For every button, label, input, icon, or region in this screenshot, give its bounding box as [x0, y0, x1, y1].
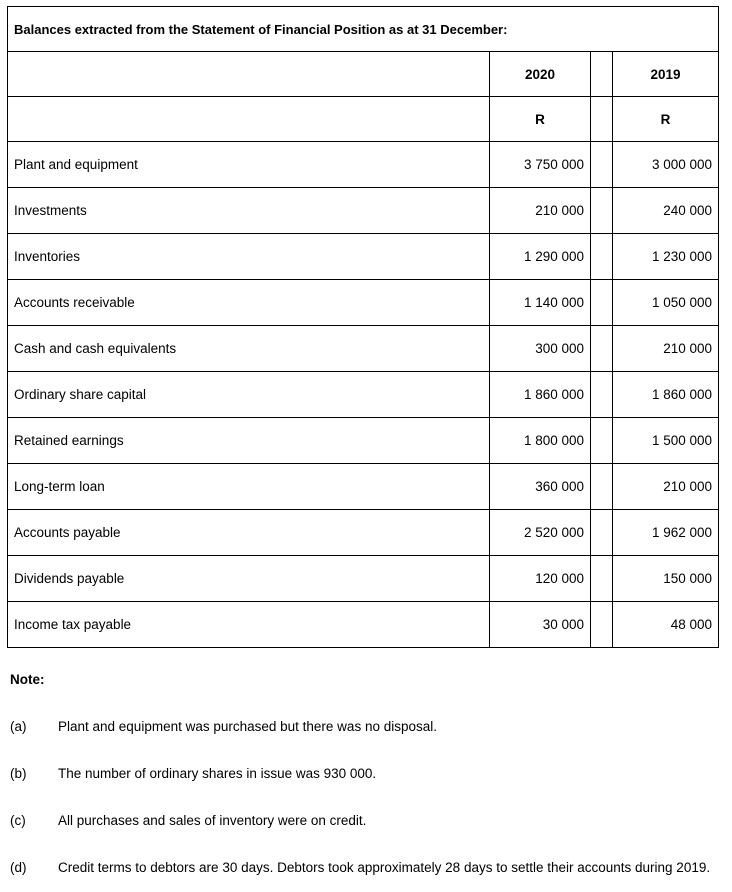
value-2019: 240 000: [613, 188, 719, 234]
value-2019: 3 000 000: [613, 142, 719, 188]
note-item: [10, 719, 437, 734]
row-label: Dividends payable: [8, 556, 490, 602]
column-gap: [591, 234, 613, 280]
note-item: [10, 766, 376, 781]
table-row: [8, 372, 719, 418]
note-label: (a): [10, 719, 27, 734]
column-gap: [591, 418, 613, 464]
row-label: Plant and equipment: [8, 142, 490, 188]
value-2019: 1 962 000: [613, 510, 719, 556]
table-row: [8, 142, 719, 188]
table-row: [8, 464, 719, 510]
value-2020: 30 000: [490, 602, 591, 648]
value-2020: 360 000: [490, 464, 591, 510]
row-label: Cash and cash equivalents: [8, 326, 490, 372]
value-2019: 210 000: [613, 464, 719, 510]
value-2019: 1 500 000: [613, 418, 719, 464]
note-text: Credit terms to debtors are 30 days. Debtors took approximately 28 days to settle their accounts during 2019.: [58, 860, 711, 875]
value-2019: 1 050 000: [613, 280, 719, 326]
value-2019: 1 230 000: [613, 234, 719, 280]
currency-label-cell: [8, 97, 490, 142]
note-item: [10, 813, 366, 828]
value-2020: 210 000: [490, 188, 591, 234]
value-2019: 210 000: [613, 326, 719, 372]
note-text: The number of ordinary shares in issue was 930 000.: [58, 766, 377, 781]
row-label: Income tax payable: [8, 602, 490, 648]
value-2020: 1 140 000: [490, 280, 591, 326]
table-row: [8, 280, 719, 326]
row-label: Ordinary share capital: [8, 372, 490, 418]
row-label: Retained earnings: [8, 418, 490, 464]
column-gap: [591, 602, 613, 648]
column-gap: [591, 326, 613, 372]
note-label: (d): [10, 860, 27, 875]
value-2019: 1 860 000: [613, 372, 719, 418]
currency-2019: R: [613, 97, 719, 142]
row-label: Inventories: [8, 234, 490, 280]
header-2020: 2020: [490, 52, 591, 97]
column-gap: [591, 372, 613, 418]
table-row: [8, 556, 719, 602]
row-label: Accounts payable: [8, 510, 490, 556]
table-row: [8, 188, 719, 234]
note-item: [10, 860, 710, 875]
value-2020: 300 000: [490, 326, 591, 372]
column-gap: [591, 188, 613, 234]
note-label: (b): [10, 766, 27, 781]
row-label: Investments: [8, 188, 490, 234]
column-gap: [591, 52, 613, 97]
currency-2020: R: [490, 97, 591, 142]
value-2019: 150 000: [613, 556, 719, 602]
row-label: Accounts receivable: [8, 280, 490, 326]
balances-table: [7, 6, 719, 648]
value-2020: 2 520 000: [490, 510, 591, 556]
table-row: [8, 234, 719, 280]
value-2019: 48 000: [613, 602, 719, 648]
table-title: Balances extracted from the Statement of Financial Position as at 31 December:: [8, 7, 719, 52]
table-row: [8, 510, 719, 556]
header-2019: 2019: [613, 52, 719, 97]
note-text: Plant and equipment was purchased but there was no disposal.: [58, 719, 437, 734]
column-gap: [591, 464, 613, 510]
table-row: [8, 326, 719, 372]
value-2020: 1 860 000: [490, 372, 591, 418]
value-2020: 120 000: [490, 556, 591, 602]
column-gap: [591, 280, 613, 326]
table-row: [8, 418, 719, 464]
notes-heading: Note:: [10, 672, 45, 687]
column-gap: [591, 142, 613, 188]
column-gap: [591, 556, 613, 602]
column-gap: [591, 510, 613, 556]
row-label: Long-term loan: [8, 464, 490, 510]
column-gap: [591, 97, 613, 142]
note-text: All purchases and sales of inventory were on credit.: [58, 813, 367, 828]
value-2020: 3 750 000: [490, 142, 591, 188]
note-label: (c): [10, 813, 26, 828]
table-row: [8, 602, 719, 648]
value-2020: 1 290 000: [490, 234, 591, 280]
value-2020: 1 800 000: [490, 418, 591, 464]
header-label-cell: [8, 52, 490, 97]
